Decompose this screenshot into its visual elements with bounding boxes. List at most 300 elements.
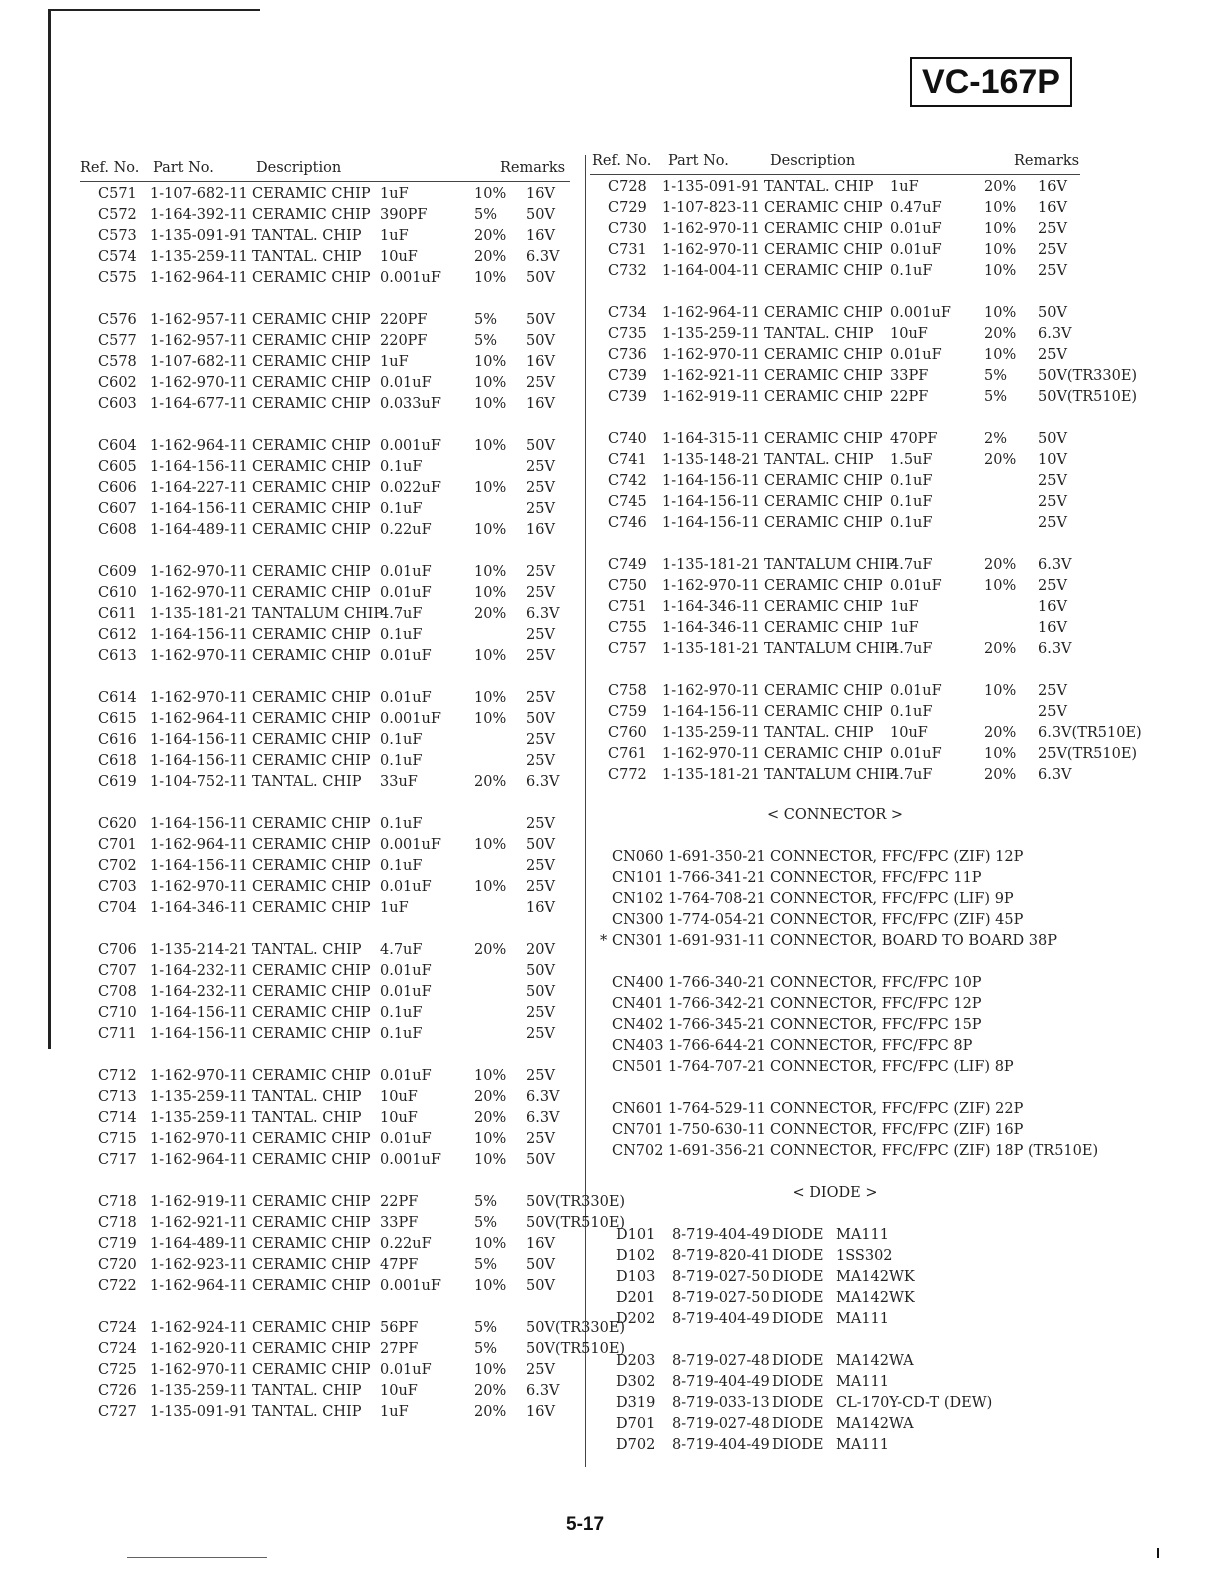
- description: CERAMIC CHIP: [252, 312, 371, 328]
- value: 0.01uF: [380, 879, 432, 895]
- ref-no: C729: [608, 200, 647, 216]
- part-row: [80, 1108, 570, 1129]
- description: CERAMIC CHIP: [252, 585, 371, 601]
- diode-row: [590, 1246, 1080, 1267]
- diode-group: [590, 1351, 1080, 1456]
- ref-no: C616: [98, 732, 137, 748]
- tolerance: 10%: [474, 1278, 507, 1294]
- part-row: [80, 1150, 570, 1171]
- description: CERAMIC CHIP: [252, 1278, 371, 1294]
- part-no: 1-164-156-11: [150, 1005, 248, 1021]
- diode-type: MA111: [836, 1311, 889, 1327]
- part-no: 1-164-156-11: [150, 858, 248, 874]
- part-no: 1-162-964-11: [150, 438, 248, 454]
- connector-group: [590, 847, 1080, 952]
- part-no: 1-164-346-11: [662, 599, 760, 615]
- right-capacitor-list: [590, 177, 1142, 786]
- part-no: 1-750-630-11: [668, 1122, 766, 1138]
- part-row: [590, 303, 1080, 324]
- description: CERAMIC CHIP: [252, 564, 371, 580]
- rating: 25V: [526, 1026, 555, 1042]
- ref-no: C749: [608, 557, 647, 573]
- description: CERAMIC CHIP: [252, 1005, 371, 1021]
- part-no: 1-164-489-11: [150, 522, 248, 538]
- part-row: [80, 1213, 626, 1234]
- rating: 16V: [526, 396, 555, 412]
- description: CERAMIC CHIP: [252, 1236, 371, 1252]
- ref-no: C578: [98, 354, 137, 370]
- tolerance: 5%: [984, 389, 1008, 405]
- ref-no: C712: [98, 1068, 137, 1084]
- value: 56PF: [380, 1320, 419, 1336]
- rating: 25V: [526, 564, 555, 580]
- tolerance: 10%: [474, 480, 507, 496]
- part-row: [80, 1024, 570, 1045]
- part-no: 1-162-970-11: [150, 648, 248, 664]
- tolerance: 20%: [474, 1383, 507, 1399]
- rating: 25V: [526, 585, 555, 601]
- part-row: [80, 1381, 570, 1402]
- part-no: 1-162-964-11: [150, 1152, 248, 1168]
- part-group: [80, 310, 570, 415]
- description: CERAMIC CHIP: [252, 1152, 371, 1168]
- part-row: [590, 429, 1080, 450]
- tolerance: 10%: [474, 375, 507, 391]
- connector-row: [590, 1141, 1099, 1162]
- tolerance: 5%: [474, 207, 498, 223]
- ref-no: C607: [98, 501, 137, 517]
- value: 0.01uF: [380, 963, 432, 979]
- value: 1uF: [890, 599, 919, 615]
- ref-no: C755: [608, 620, 647, 636]
- value: 33PF: [380, 1215, 419, 1231]
- value: 0.1uF: [890, 515, 933, 531]
- connector-row: [590, 994, 1080, 1015]
- rating: 25V: [526, 1131, 555, 1147]
- part-no: 1-164-392-11: [150, 207, 248, 223]
- description: CERAMIC CHIP: [764, 620, 883, 636]
- description: DIODE: [772, 1311, 824, 1327]
- description: CERAMIC CHIP: [252, 711, 371, 727]
- ref-no: C703: [98, 879, 137, 895]
- part-row: [80, 457, 570, 478]
- part-row: [80, 436, 570, 457]
- description: CERAMIC CHIP: [252, 753, 371, 769]
- value: 0.01uF: [380, 1068, 432, 1084]
- value: 22PF: [890, 389, 929, 405]
- rating: 25V: [526, 1362, 555, 1378]
- part-row: [590, 576, 1080, 597]
- description: CONNECTOR, FFC/FPC 8P: [770, 1038, 973, 1054]
- part-no: 1-104-752-11: [150, 774, 248, 790]
- ref-no: C608: [98, 522, 137, 538]
- part-no: 1-164-315-11: [662, 431, 760, 447]
- tolerance: 20%: [984, 767, 1017, 783]
- description: CERAMIC CHIP: [764, 515, 883, 531]
- part-group: [590, 429, 1080, 534]
- value: 0.1uF: [380, 501, 423, 517]
- ref-no: CN702: [612, 1143, 664, 1159]
- ref-no: C759: [608, 704, 647, 720]
- value: 0.1uF: [380, 627, 423, 643]
- part-no: 8-719-027-50: [672, 1290, 770, 1306]
- description: CERAMIC CHIP: [252, 438, 371, 454]
- part-row: [80, 1087, 570, 1108]
- part-row: [590, 219, 1080, 240]
- part-no: 1-766-342-21: [668, 996, 766, 1012]
- part-no: 1-766-345-21: [668, 1017, 766, 1033]
- part-no: 1-162-970-11: [662, 683, 760, 699]
- left-parts-column: [80, 160, 626, 1444]
- part-row: [80, 478, 570, 499]
- ref-no: C739: [608, 368, 647, 384]
- part-no: 1-691-350-21: [668, 849, 766, 865]
- description: CERAMIC CHIP: [252, 375, 371, 391]
- value: 390PF: [380, 207, 428, 223]
- description: TANTALUM CHIP: [764, 557, 896, 573]
- diode-list: [590, 1225, 1080, 1456]
- part-row: [590, 366, 1138, 387]
- part-no: 1-162-957-11: [150, 312, 248, 328]
- rating: 16V: [526, 228, 555, 244]
- description: TANTAL. CHIP: [764, 326, 874, 342]
- part-group: [590, 555, 1080, 660]
- ref-no: C750: [608, 578, 647, 594]
- tolerance: 10%: [984, 683, 1017, 699]
- ref-no: CN403: [612, 1038, 664, 1054]
- description: CERAMIC CHIP: [764, 578, 883, 594]
- rating: 50V: [526, 312, 555, 328]
- part-no: 1-162-920-11: [150, 1341, 248, 1357]
- tolerance: 10%: [474, 396, 507, 412]
- part-no: 1-135-259-11: [150, 249, 248, 265]
- value: 0.22uF: [380, 1236, 432, 1252]
- value: 0.1uF: [380, 1026, 423, 1042]
- part-no: 1-135-259-11: [150, 1110, 248, 1126]
- rating: 16V: [526, 900, 555, 916]
- rating: 16V: [1038, 620, 1067, 636]
- rating: 50V: [1038, 305, 1067, 321]
- ref-no: CN301: [612, 933, 664, 949]
- footer-tick: [1157, 1548, 1159, 1558]
- tolerance: 10%: [474, 522, 507, 538]
- value: 0.01uF: [380, 984, 432, 1000]
- part-row: [80, 583, 570, 604]
- part-no: 1-135-091-91: [662, 179, 760, 195]
- ref-no: C718: [98, 1194, 137, 1210]
- part-no: 1-135-181-21: [662, 557, 760, 573]
- part-group: [80, 1192, 626, 1297]
- description: TANTAL. CHIP: [252, 942, 362, 958]
- part-row: [80, 499, 570, 520]
- tolerance: 10%: [984, 221, 1017, 237]
- description: CERAMIC CHIP: [764, 746, 883, 762]
- description: CONNECTOR, FFC/FPC 12P: [770, 996, 982, 1012]
- description: CERAMIC CHIP: [764, 599, 883, 615]
- part-no: 8-719-404-49: [672, 1227, 770, 1243]
- description: CERAMIC CHIP: [764, 347, 883, 363]
- part-no: 1-162-970-11: [662, 242, 760, 258]
- part-no: 1-162-970-11: [150, 879, 248, 895]
- tolerance: 10%: [474, 354, 507, 370]
- rating: 25V: [526, 816, 555, 832]
- left-parts-list: [80, 184, 626, 1423]
- rating: 16V: [526, 1404, 555, 1420]
- tolerance: 5%: [474, 312, 498, 328]
- tolerance: 5%: [474, 1257, 498, 1273]
- rating: 50V(TR330E): [526, 1320, 626, 1336]
- part-no: 1-164-156-11: [662, 704, 760, 720]
- diode-type: MA142WA: [836, 1353, 914, 1369]
- ref-no: C730: [608, 221, 647, 237]
- diode-row: [590, 1309, 1080, 1330]
- ref-no: CN102: [612, 891, 664, 907]
- part-no: 1-135-214-21: [150, 942, 248, 958]
- ref-no: C717: [98, 1152, 137, 1168]
- footer-rule: [127, 1557, 267, 1558]
- rating: 50V: [1038, 431, 1067, 447]
- description: CERAMIC CHIP: [764, 473, 883, 489]
- ref-no: C575: [98, 270, 137, 286]
- part-no: 1-164-232-11: [150, 984, 248, 1000]
- tolerance: 10%: [474, 1152, 507, 1168]
- part-row: [80, 331, 570, 352]
- ref-no: C620: [98, 816, 137, 832]
- description: CERAMIC CHIP: [252, 900, 371, 916]
- description: TANTAL. CHIP: [764, 725, 874, 741]
- description: TANTAL. CHIP: [252, 1089, 362, 1105]
- ref-no: C618: [98, 753, 137, 769]
- part-no: 1-164-156-11: [150, 732, 248, 748]
- part-no: 8-719-033-13: [672, 1395, 770, 1411]
- part-no: 1-764-707-21: [668, 1059, 766, 1075]
- header-ref-no: Ref. No.: [80, 160, 140, 176]
- description: TANTAL. CHIP: [252, 228, 362, 244]
- rating: 50V(TR510E): [1038, 389, 1138, 405]
- value: 0.01uF: [890, 347, 942, 363]
- part-no: 1-135-181-21: [662, 767, 760, 783]
- value: 1uF: [380, 900, 409, 916]
- value: 0.001uF: [380, 1152, 441, 1168]
- value: 4.7uF: [890, 767, 933, 783]
- value: 47PF: [380, 1257, 419, 1273]
- rating: 50V: [526, 333, 555, 349]
- part-no: 1-162-964-11: [662, 305, 760, 321]
- value: 0.01uF: [380, 375, 432, 391]
- ref-no: C739: [608, 389, 647, 405]
- value: 33PF: [890, 368, 929, 384]
- rating: 6.3V: [526, 1110, 560, 1126]
- tolerance: 5%: [474, 1215, 498, 1231]
- value: 0.1uF: [890, 704, 933, 720]
- tolerance: 5%: [474, 1320, 498, 1336]
- rating: 25V: [1038, 704, 1067, 720]
- tolerance: 10%: [474, 1362, 507, 1378]
- description: CERAMIC CHIP: [252, 333, 371, 349]
- part-row: [80, 856, 570, 877]
- ref-no: C734: [608, 305, 647, 321]
- tolerance: 10%: [984, 200, 1017, 216]
- ref-no: D102: [616, 1248, 656, 1264]
- rating: 50V: [526, 837, 555, 853]
- rating: 25V: [526, 501, 555, 517]
- part-group: [80, 1318, 626, 1423]
- part-no: 1-162-919-11: [662, 389, 760, 405]
- ref-no: C708: [98, 984, 137, 1000]
- diode-section-title: < DIODE >: [792, 1185, 878, 1201]
- part-row: [590, 618, 1080, 639]
- value: 0.01uF: [890, 746, 942, 762]
- tolerance: 10%: [984, 242, 1017, 258]
- ref-no: CN601: [612, 1101, 664, 1117]
- ref-no: C720: [98, 1257, 137, 1273]
- value: 1uF: [380, 228, 409, 244]
- tolerance: 20%: [474, 942, 507, 958]
- ref-no: C701: [98, 837, 137, 853]
- header-part-no: Part No.: [153, 160, 214, 176]
- description: CERAMIC CHIP: [764, 200, 883, 216]
- connector-section-title: < CONNECTOR >: [766, 807, 904, 823]
- tolerance: 5%: [474, 1341, 498, 1357]
- part-no: 1-135-259-11: [150, 1089, 248, 1105]
- rating: 6.3V: [526, 606, 560, 622]
- part-no: 1-162-970-11: [150, 375, 248, 391]
- description: TANTAL. CHIP: [764, 452, 874, 468]
- value: 0.1uF: [890, 473, 933, 489]
- tolerance: 20%: [984, 557, 1017, 573]
- part-row: [80, 247, 570, 268]
- rating: 50V: [526, 984, 555, 1000]
- description: CERAMIC CHIP: [252, 501, 371, 517]
- tolerance: 20%: [474, 249, 507, 265]
- ref-no: D203: [616, 1353, 656, 1369]
- ref-no: C728: [608, 179, 647, 195]
- description: CERAMIC CHIP: [252, 1362, 371, 1378]
- rating: 50V(TR510E): [526, 1341, 626, 1357]
- rating: 50V: [526, 1152, 555, 1168]
- connector-row: [590, 931, 1080, 952]
- connector-row: [590, 847, 1080, 868]
- part-no: 1-107-682-11: [150, 354, 248, 370]
- part-row: [80, 394, 570, 415]
- rating: 16V: [526, 186, 555, 202]
- tolerance: 10%: [474, 1131, 507, 1147]
- value: 0.1uF: [380, 816, 423, 832]
- tolerance: 10%: [474, 837, 507, 853]
- part-row: [80, 373, 570, 394]
- description: CERAMIC CHIP: [252, 459, 371, 475]
- page-number: 5-17: [566, 1514, 605, 1535]
- connector-group: [590, 973, 1080, 1078]
- part-row: [80, 730, 570, 751]
- tolerance: 20%: [984, 179, 1017, 195]
- ref-no: C574: [98, 249, 137, 265]
- description: CERAMIC CHIP: [764, 683, 883, 699]
- value: 0.1uF: [890, 263, 933, 279]
- value: 0.001uF: [380, 837, 441, 853]
- description: CERAMIC CHIP: [252, 1131, 371, 1147]
- value: 10uF: [890, 725, 928, 741]
- description: CERAMIC CHIP: [252, 1257, 371, 1273]
- rating: 16V: [1038, 599, 1067, 615]
- ref-no: C572: [98, 207, 137, 223]
- value: 0.01uF: [890, 578, 942, 594]
- description: DIODE: [772, 1269, 824, 1285]
- ref-no: C736: [608, 347, 647, 363]
- part-no: 1-162-924-11: [150, 1320, 248, 1336]
- connector-row: [590, 1036, 1080, 1057]
- part-no: 1-107-823-11: [662, 200, 760, 216]
- part-no: 8-719-404-49: [672, 1437, 770, 1453]
- part-no: 1-766-341-21: [668, 870, 766, 886]
- ref-no: C724: [98, 1320, 137, 1336]
- ref-no: C757: [608, 641, 647, 657]
- header-description: Description: [770, 153, 856, 169]
- part-no: 1-135-091-91: [150, 228, 248, 244]
- value: 1uF: [890, 620, 919, 636]
- part-no: 1-162-970-11: [150, 1068, 248, 1084]
- value: 0.01uF: [380, 690, 432, 706]
- description: DIODE: [772, 1227, 824, 1243]
- part-no: 1-162-964-11: [150, 1278, 248, 1294]
- part-row: [590, 765, 1080, 786]
- part-no: 1-162-923-11: [150, 1257, 248, 1273]
- tolerance: 20%: [474, 1089, 507, 1105]
- ref-no: C740: [608, 431, 647, 447]
- rating: 25V: [526, 648, 555, 664]
- ref-no: D319: [616, 1395, 656, 1411]
- part-row: [80, 520, 570, 541]
- ref-no: C745: [608, 494, 647, 510]
- rating: 25V: [1038, 494, 1067, 510]
- connector-row: [590, 1120, 1080, 1141]
- rating: 6.3V: [526, 249, 560, 265]
- part-row: [590, 702, 1080, 723]
- tolerance: 20%: [474, 774, 507, 790]
- description: TANTALUM CHIP: [764, 641, 896, 657]
- part-group: [80, 436, 570, 541]
- description: TANTALUM CHIP: [252, 606, 384, 622]
- diode-type: MA111: [836, 1227, 889, 1243]
- rating: 6.3V: [1038, 641, 1072, 657]
- part-no: 1-135-091-91: [150, 1404, 248, 1420]
- part-row: [80, 205, 570, 226]
- part-no: 1-764-708-21: [668, 891, 766, 907]
- part-row: [80, 625, 570, 646]
- ref-no: D101: [616, 1227, 656, 1243]
- rating: 25V: [1038, 242, 1067, 258]
- part-group: [80, 814, 570, 919]
- diode-type: MA142WA: [836, 1416, 914, 1432]
- description: CERAMIC CHIP: [764, 431, 883, 447]
- part-no: 1-691-931-11: [668, 933, 766, 949]
- value: 0.1uF: [380, 858, 423, 874]
- diode-row: [590, 1435, 1080, 1456]
- part-no: 1-164-346-11: [150, 900, 248, 916]
- part-row: [80, 1255, 570, 1276]
- part-no: 1-164-227-11: [150, 480, 248, 496]
- ref-no: C576: [98, 312, 137, 328]
- tolerance: 10%: [474, 690, 507, 706]
- ref-no: C741: [608, 452, 647, 468]
- part-no: 1-164-156-11: [662, 473, 760, 489]
- description: CERAMIC CHIP: [764, 704, 883, 720]
- ref-no: C619: [98, 774, 137, 790]
- ref-no: C606: [98, 480, 137, 496]
- description: CERAMIC CHIP: [252, 270, 371, 286]
- value: 0.001uF: [890, 305, 951, 321]
- tolerance: 10%: [984, 305, 1017, 321]
